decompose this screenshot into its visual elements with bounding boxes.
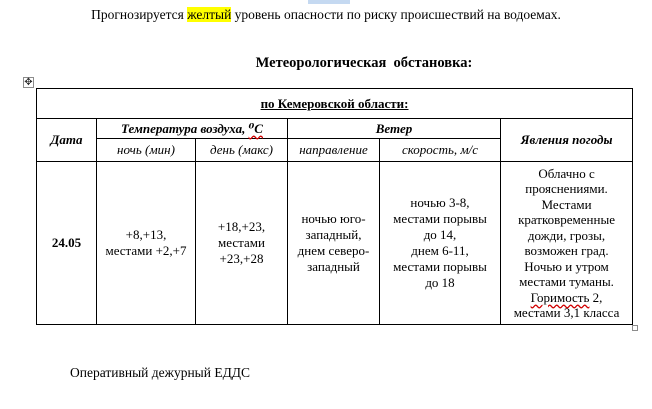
table-resize-handle[interactable] — [632, 325, 638, 331]
weather-table — [36, 88, 633, 325]
region-header: по Кемеровской области: — [37, 89, 633, 119]
night-temp-cell: +8,+13, местами +2,+7 — [97, 162, 196, 325]
date-header: Дата — [37, 119, 97, 162]
warning-text — [0, 6, 652, 23]
section-title: Метеорологическая обстановка: — [255, 55, 473, 71]
wind-header: Ветер — [288, 119, 501, 139]
warning-text-before: Прогнозируется — [91, 7, 188, 22]
phenomena-misspelled-word: Горимость — [530, 289, 590, 305]
phenomena-cell — [501, 162, 633, 325]
top-scroll-marker — [308, 0, 350, 4]
temperature-unit: ⁰С — [248, 120, 263, 136]
table-row — [37, 162, 633, 325]
warning-level-highlight: желтый — [187, 7, 232, 22]
phenomena-header: Явления погоды — [501, 119, 633, 162]
direction-header: направление — [288, 139, 380, 162]
night-header: ночь (мин) — [97, 139, 196, 162]
warning-text-after: уровень опасности по риску происшествий на водоемах. — [231, 7, 561, 22]
table-row — [37, 89, 633, 119]
speed-header: скорость, м/с — [380, 139, 501, 162]
table-move-handle-icon[interactable]: ✥ — [24, 77, 33, 88]
phenomena-text: Облачно с прояснениями. Местами кратковременные дожди, грозы, возможен град. Ночью и утром местами туманы. — [518, 165, 615, 289]
wind-speed-cell: ночью 3-8, местами порывы до 14, днем 6-11, местами порывы до 18 — [380, 162, 501, 325]
phenomena-text-end: 2, местами 3,1 класса — [513, 289, 620, 320]
footer-signature: Оперативный дежурный ЕДДС — [70, 365, 251, 380]
table-row — [37, 119, 633, 139]
temperature-header-text: Температура воздуха, — [121, 120, 249, 136]
day-temp-cell: +18,+23, местами +23,+28 — [196, 162, 288, 325]
wind-direction-cell: ночью юго- западный, днем северо- западный — [288, 162, 380, 325]
date-cell: 24.05 — [37, 162, 97, 325]
temperature-header — [97, 119, 288, 139]
day-header: день (макс) — [196, 139, 288, 162]
